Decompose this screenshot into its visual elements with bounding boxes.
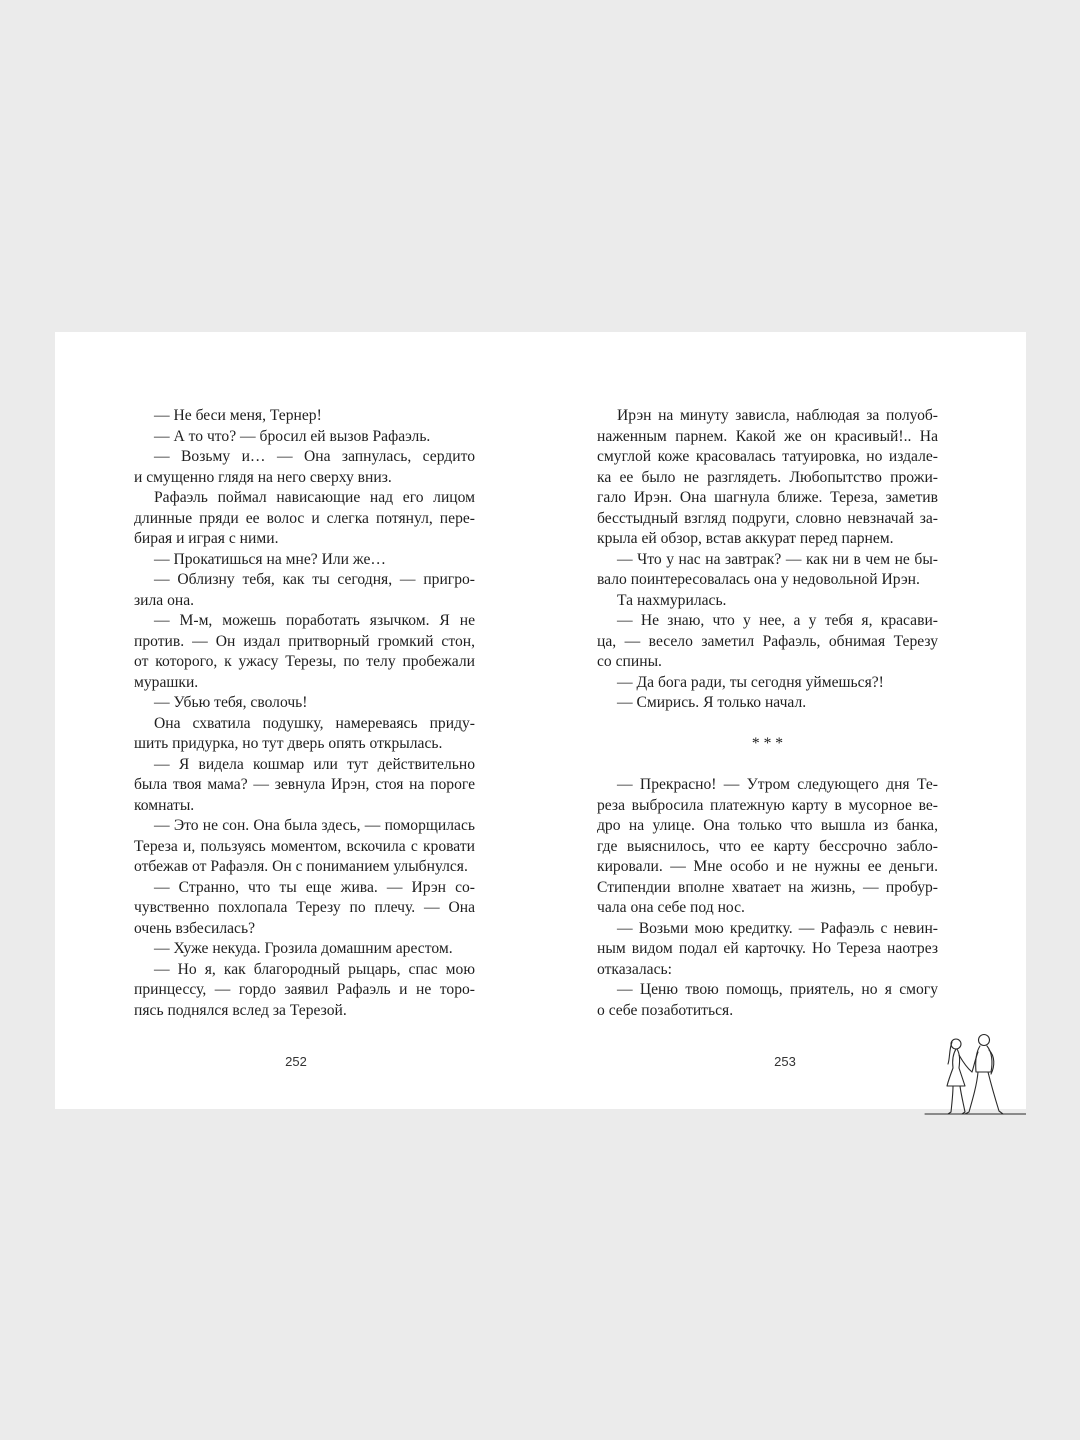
text-line: — Я видела кошмар или тут действительно — [154, 755, 475, 773]
text-line: — Прекрасно! — Утром следующего дня Те- — [617, 776, 938, 793]
text-line: бирая и играя с ними. — [134, 530, 279, 547]
text-line: кировали. — Мне особо и не нужны ее деньги. — [597, 858, 938, 875]
text-line: мурашки. — [134, 673, 199, 691]
blank-line — [597, 714, 938, 735]
text-line: вало поинтересовалась она у недовольной Ирэн. — [597, 571, 920, 588]
text-line: — Возьми мою кредитку. — Рафаэль с невин- — [617, 919, 938, 937]
text-line: чувственно похлопала Терезу по плечу. — Она — [134, 899, 475, 916]
text-line: — Не знаю, что у нее, а у тебя я, красави- — [617, 612, 938, 629]
text-line: — Хуже некуда. Грозила домашним арестом. — [154, 940, 453, 957]
text-line: Она схватила подушку, намереваясь приду- — [154, 714, 475, 732]
text-line: о себе позаботиться. — [597, 1001, 734, 1019]
page-number-left: 252 — [285, 1054, 307, 1069]
text-line: где выяснилось, что ее карту бессрочно забло- — [597, 837, 938, 855]
text-line: наженным парнем. Какой же он красивый!.. На — [597, 427, 938, 445]
page-number-right: 253 — [774, 1054, 796, 1069]
text-line: — Да бога ради, ты сегодня уймешься?! — [617, 673, 884, 691]
text-line: гало Ирэн. Она шагнула ближе. Тереза, заметив — [597, 489, 938, 506]
text-line: принцессу, — гордо заявил Рафаэль и не торо- — [134, 981, 475, 998]
right-page-text — [597, 406, 938, 1021]
text-line: со спины. — [597, 653, 662, 670]
text-line: бесстыдный взгляд подруги, словно невзначай за- — [597, 509, 938, 527]
left-page-text — [134, 406, 475, 1021]
text-line: — Странно, что ты еще жива. — Ирэн со- — [154, 878, 475, 896]
text-line: отказалась: — [597, 960, 672, 978]
text-line: — Убью тебя, сволочь! — [154, 694, 308, 711]
text-line: длинные пряди ее волос и слегка потянул, пере- — [134, 509, 475, 527]
text-line: ка ее было не разглядеть. Любопытство прожи- — [597, 468, 938, 486]
text-line: смуглой коже красовалась татуировка, но издале- — [597, 448, 938, 465]
couple-illustration-icon — [923, 1028, 1026, 1124]
text-line: — Возьму и… — Она запнулась, сердито — [154, 448, 475, 465]
text-line: — Смирись. Я только начал. — [617, 694, 807, 711]
text-line: против. — Он издал притворный громкий стон, — [134, 632, 475, 650]
text-line: Ирэн на минуту зависла, наблюдая за полуоб- — [617, 407, 938, 424]
text-line: — А то что? — бросил ей вызов Рафаэль. — [154, 427, 431, 445]
text-line: — Это не сон. Она была здесь, — поморщилась — [154, 817, 475, 834]
text-line: — Ценю твою помощь, приятель, но я смогу — [617, 981, 938, 998]
text-line: Та нахмурилась. — [617, 591, 727, 609]
text-line: комнаты. — [134, 796, 195, 814]
text-line: чала она себе под нос. — [597, 899, 745, 916]
text-line: — М-м, можешь поработать язычком. Я не — [154, 612, 475, 629]
text-line: Стипендии вполне хватает на жизнь, — пробур- — [597, 878, 938, 896]
text-line: — Что у нас на завтрак? — как ни в чем не бы- — [617, 550, 938, 568]
text-line: и смущенно глядя на него сверху вниз. — [134, 468, 392, 486]
text-line: отбежав от Рафаэля. Он с пониманием улыбнулся. — [134, 858, 468, 875]
text-line: очень взбесилась? — [134, 919, 255, 937]
text-line: Рафаэль поймал нависающие над его лицом — [154, 489, 475, 506]
text-line: — Прокатишься на мне? Или же… — [154, 550, 386, 568]
text-line: зила она. — [134, 591, 195, 609]
text-line: крыла ей обзор, встав аккурат перед парнем. — [597, 530, 894, 547]
text-line: от которого, к ужасу Терезы, по телу пробежали — [134, 653, 475, 670]
text-line: шить придурка, но тут дверь опять открылась. — [134, 735, 443, 752]
text-line: — Не беси меня, Тернер! — [154, 407, 322, 424]
text-line: Тереза и, пользуясь моментом, вскочила с кровати — [134, 837, 475, 855]
text-line: ца, — весело заметил Рафаэль, обнимая Терезу — [597, 632, 938, 650]
blank-line — [597, 755, 938, 776]
text-line: дро на улице. Она только что вышла из банка, — [597, 817, 938, 834]
text-line: ным видом подал ей карточку. Но Тереза наотрез — [597, 940, 938, 957]
text-line: — Облизну тебя, как ты сегодня, — пригро- — [154, 571, 475, 588]
book-spread — [55, 332, 1026, 1109]
text-line: была твоя мама? — зевнула Ирэн, стоя на пороге — [134, 776, 475, 793]
text-line: — Но я, как благородный рыцарь, спас мою — [154, 960, 475, 978]
text-line: реза выбросила платежную карту в мусорное ве- — [597, 796, 938, 814]
section-separator: * * * — [751, 735, 784, 752]
text-line: пясь поднялся вслед за Терезой. — [134, 1001, 347, 1019]
